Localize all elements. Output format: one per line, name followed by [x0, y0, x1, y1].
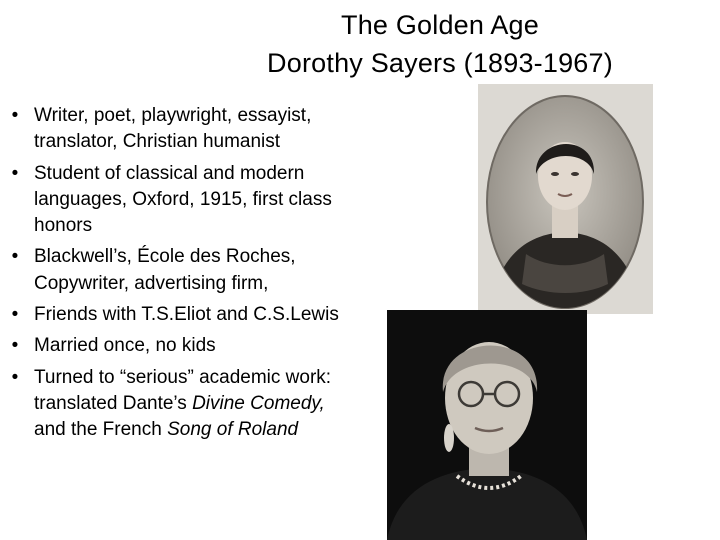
bullet-text-part: and the French	[34, 419, 168, 441]
bullet-dot: •	[11, 304, 19, 326]
portrait-young-illustration	[478, 84, 653, 314]
work-title-divine-comedy: Divine Comedy,	[192, 392, 325, 414]
bullet-item	[6, 333, 351, 359]
bullet-list	[6, 103, 351, 449]
bullet-dot: •	[11, 246, 19, 268]
portrait-photo-older	[387, 310, 587, 540]
bullet-text: Writer, poet, playwright, essayist, translator, Christian humanist	[34, 105, 312, 153]
bullet-text	[34, 367, 331, 441]
work-title-song-of-roland: Song of Roland	[167, 419, 299, 441]
portrait-photo-young	[478, 84, 653, 314]
slide-title	[150, 6, 720, 82]
bullet-item	[6, 103, 351, 156]
bullet-text: Student of classical and modern languages, Oxford, 1915, first class honors	[34, 162, 332, 237]
title-line-1: The Golden Age	[341, 10, 539, 40]
bullet-dot: •	[11, 162, 19, 184]
bullet-item	[6, 302, 351, 328]
bullet-item	[6, 161, 351, 240]
bullet-item	[6, 244, 351, 297]
bullet-text: Blackwell’s, École des Roches, Copywriter, advertising firm,	[34, 246, 296, 294]
title-line-2: Dorothy Sayers (1893-1967)	[267, 48, 613, 78]
bullet-dot: •	[11, 335, 19, 357]
bullet-dot: •	[11, 105, 19, 126]
bullet-dot: •	[11, 366, 19, 388]
portrait-older-illustration	[387, 310, 587, 540]
bullet-text-part: Turned to “serious” academic work: translated Dante’s	[34, 366, 332, 414]
bullet-item	[6, 365, 351, 444]
bullet-text: Friends with T.S.Eliot and C.S.Lewis	[34, 304, 339, 326]
bullet-text: Married once, no kids	[34, 335, 216, 357]
